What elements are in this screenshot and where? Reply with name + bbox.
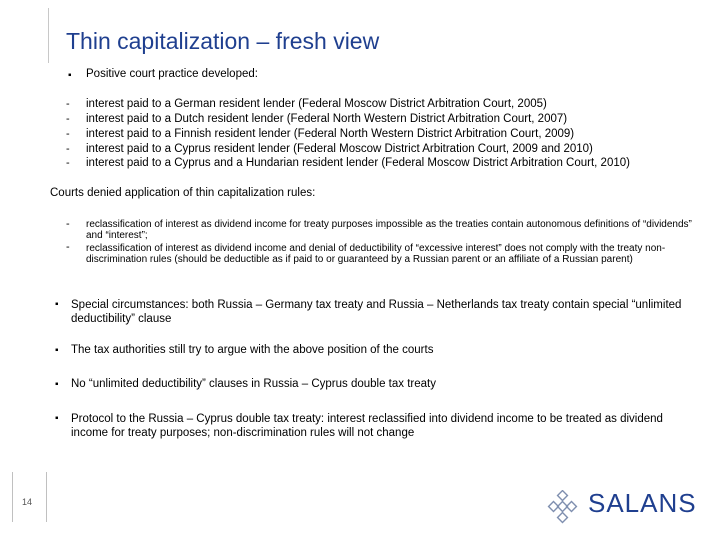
footer-divider-left xyxy=(12,472,13,522)
bullet-square: ▪ xyxy=(55,413,59,424)
list-item: interest paid to a Finnish resident lender (Federal North Western District Arbitration Court, 2009) xyxy=(86,128,575,140)
dash-marker: - xyxy=(66,241,70,253)
section1-heading: Positive court practice developed: xyxy=(86,68,258,80)
dash-marker: - xyxy=(66,143,70,155)
slide-title: Thin capitalization – fresh view xyxy=(66,28,380,54)
section2-heading: Courts denied application of thin capitalization rules: xyxy=(50,187,316,199)
bullet-text: No “unlimited deductibility” clauses in Russia – Cyprus double tax treaty xyxy=(71,378,436,390)
bullet-square: ▪ xyxy=(55,379,59,390)
list-item: interest paid to a Cyprus resident lender (Federal Moscow District Arbitration Court, 2009 and 2010) xyxy=(86,143,593,155)
salans-logo-text: SALANS xyxy=(588,488,697,518)
dash-marker: - xyxy=(66,113,70,125)
page-number: 14 xyxy=(22,497,33,507)
bullet-square: ▪ xyxy=(55,345,59,356)
bullet-square: ▪ xyxy=(55,299,59,310)
dash-marker: - xyxy=(66,218,70,230)
salans-logo-icon xyxy=(546,490,580,524)
bullet-square: ▪ xyxy=(68,70,72,81)
dash-marker: - xyxy=(66,157,70,169)
list-item: interest paid to a German resident lender (Federal Moscow District Arbitration Court, 2005) xyxy=(86,98,547,110)
dash-marker: - xyxy=(66,98,70,110)
list-item: interest paid to a Cyprus and a Hundarian resident lender (Federal Moscow District Arbitration Court, 2010) xyxy=(86,157,630,169)
footer-divider-right xyxy=(46,472,47,522)
dash-marker: - xyxy=(66,128,70,140)
list-item: interest paid to a Dutch resident lender (Federal North Western District Arbitration Court, 2007) xyxy=(86,113,568,125)
list-item: reclassification of interest as dividend income and denial of deductibility of “excessive interest” does not comply with the treaty non-discrimination rules (should be deductible as if paid to or guaranteed by a Russian parent or an affiliate of a Russian parent) xyxy=(86,243,666,265)
bullet-text: Special circumstances: both Russia – Germany tax treaty and Russia – Netherlands tax treaty contain special “unlimited deductibility” clause xyxy=(71,299,682,325)
title-divider-line xyxy=(48,8,49,63)
bullet-text: Protocol to the Russia – Cyprus double tax treaty: interest reclassified into dividend income to be treated as dividend income for treaty purposes; non-discrimination rules will not change xyxy=(71,413,663,439)
bullet-text: The tax authorities still try to argue with the above position of the courts xyxy=(71,344,434,356)
list-item: reclassification of interest as dividend income for treaty purposes impossible as the treaties contain autonomous definitions of “dividends” and “interest”; xyxy=(86,219,692,241)
